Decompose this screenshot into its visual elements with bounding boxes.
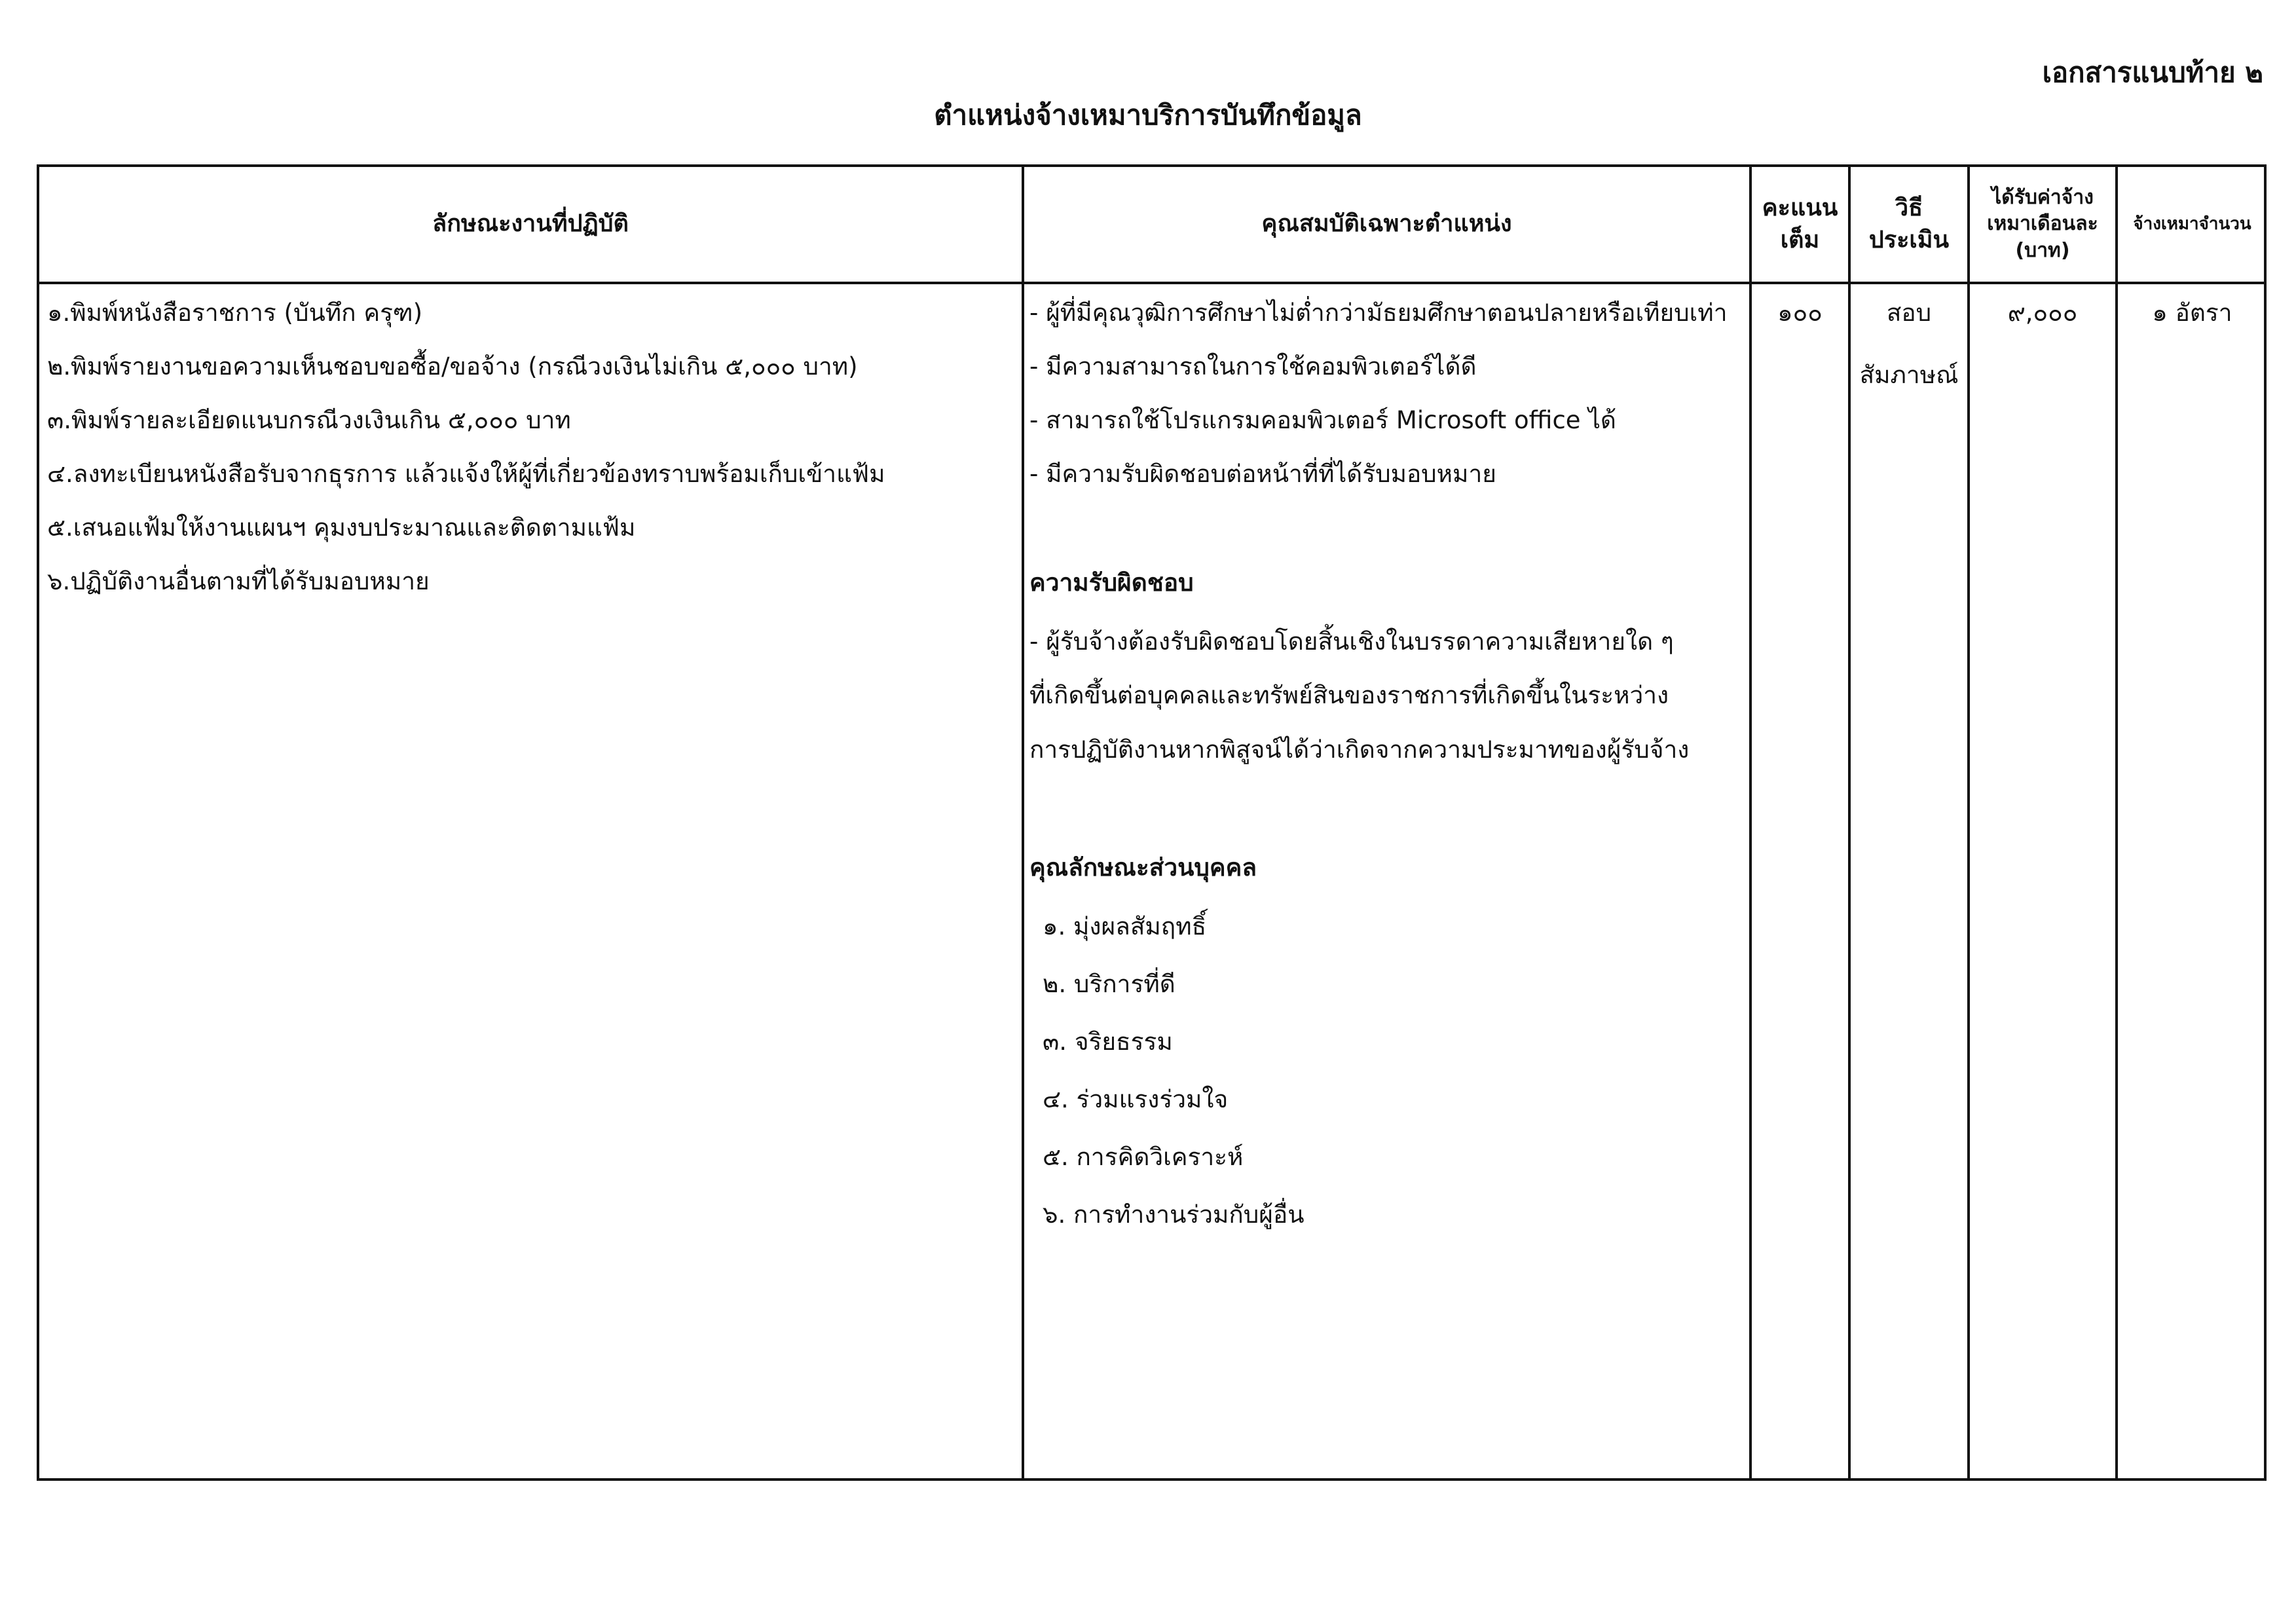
personal-trait-item: ๔. ร่วมแรงร่วมใจ bbox=[1043, 1085, 1229, 1113]
header-duties: ลักษณะงานที่ปฏิบัติ bbox=[432, 210, 629, 238]
personal-trait-item: ๓. จริยธรรม bbox=[1043, 1028, 1173, 1056]
document-title: ตำแหน่งจ้างเหมาบริการบันทึกข้อมูล bbox=[934, 99, 1362, 131]
responsibility-line: - ผู้รับจ้างต้องรับผิดชอบโดยสิ้นเชิงในบรรดาความเสียหายใด ๆ bbox=[1029, 627, 1674, 656]
method-line: สอบ bbox=[1886, 299, 1932, 327]
duty-item: ๒.พิมพ์รายงานขอความเห็นชอบขอซื้อ/ขอจ้าง (กรณีวงเงินไม่เกิน ๕,๐๐๐ บาท) bbox=[47, 352, 858, 381]
column-divider bbox=[1022, 167, 1024, 1478]
wage-value: ๙,๐๐๐ bbox=[2007, 299, 2078, 327]
qualification-item: - มีความสามารถในการใช้คอมพิวเตอร์ได้ดี bbox=[1029, 352, 1477, 381]
duty-item: ๓.พิมพ์รายละเอียดแนบกรณีวงเงินเกิน ๕,๐๐๐ บาท bbox=[47, 406, 571, 434]
qualification-item: - มีความรับผิดชอบต่อหน้าที่ที่ได้รับมอบหมาย bbox=[1029, 460, 1496, 488]
responsibility-line: ที่เกิดขึ้นต่อบุคคลและทรัพย์สินของราชการที่เกิดขึ้นในระหว่าง bbox=[1029, 681, 1669, 709]
header-wage-line: เหมาเดือนละ bbox=[1987, 212, 2098, 236]
personal-trait-item: ๒. บริการที่ดี bbox=[1043, 970, 1176, 998]
header-wage bbox=[1970, 167, 2115, 282]
header-wage-line: ได้รับค่าจ้าง bbox=[1991, 185, 2094, 209]
annex-label: เอกสารแนบท้าย ๒ bbox=[2042, 56, 2263, 88]
personal-traits-heading: คุณลักษณะส่วนบุคคล bbox=[1029, 853, 1257, 882]
header-divider bbox=[39, 282, 2264, 284]
header-wage-line: (บาท) bbox=[2015, 238, 2070, 262]
header-method-line: ประเมิน bbox=[1868, 226, 1950, 253]
personal-trait-item: ๑. มุ่งผลสัมฤทธิ์ bbox=[1043, 912, 1207, 940]
wage-cell bbox=[1970, 285, 2115, 332]
position-table bbox=[37, 164, 2267, 1481]
header-method bbox=[1851, 167, 1967, 282]
header-full-score bbox=[1752, 167, 1848, 282]
full-score-value: ๑๐๐ bbox=[1777, 299, 1823, 327]
qualifications-column bbox=[1029, 285, 1747, 1477]
duties-column bbox=[47, 285, 1016, 1477]
duty-item: ๖.ปฏิบัติงานอื่นตามที่ได้รับมอบหมาย bbox=[47, 567, 430, 595]
header-method-line: วิธี bbox=[1895, 194, 1923, 221]
count-cell bbox=[2118, 285, 2267, 332]
duty-item: ๕.เสนอแฟ้มให้งานแผนฯ คุมงบประมาณและติดตามแฟ้ม bbox=[47, 513, 636, 542]
header-qualifications: คุณสมบัติเฉพาะตำแหน่ง bbox=[1261, 210, 1512, 238]
personal-trait-item: ๕. การคิดวิเคราะห์ bbox=[1043, 1143, 1244, 1171]
duty-item: ๔.ลงทะเบียนหนังสือรับจากธุรการ แล้วแจ้งให้ผู้ที่เกี่ยวข้องทราบพร้อมเก็บเข้าแฟ้ม bbox=[47, 460, 885, 488]
responsibility-heading: ความรับผิดชอบ bbox=[1029, 568, 1194, 597]
duty-item: ๑.พิมพ์หนังสือราชการ (บันทึก ครุฑ) bbox=[47, 299, 423, 327]
responsibility-line: การปฏิบัติงานหากพิสูจน์ได้ว่าเกิดจากความประมาทของผู้รับจ้าง bbox=[1029, 735, 1690, 764]
method-line: สัมภาษณ์ bbox=[1859, 361, 1959, 389]
column-divider bbox=[1749, 167, 1752, 1478]
column-divider bbox=[1967, 167, 1970, 1478]
header-count: จ้างเหมาจำนวน bbox=[2133, 214, 2251, 234]
personal-trait-item: ๖. การทำงานร่วมกับผู้อื่น bbox=[1043, 1200, 1305, 1229]
method-cell bbox=[1851, 285, 1967, 394]
column-divider bbox=[2115, 167, 2118, 1478]
header-full-score-line: คะแนน bbox=[1762, 194, 1838, 221]
qualification-item: - ผู้ที่มีคุณวุฒิการศึกษาไม่ต่ำกว่ามัธยมศึกษาตอนปลายหรือเทียบเท่า bbox=[1029, 299, 1728, 327]
qualification-item: - สามารถใช้โปรแกรมคอมพิวเตอร์ Microsoft office ได้ bbox=[1029, 406, 1616, 434]
header-full-score-line: เต็ม bbox=[1780, 226, 1820, 253]
count-value: ๑ อัตรา bbox=[2152, 299, 2232, 327]
full-score-cell bbox=[1752, 285, 1848, 332]
